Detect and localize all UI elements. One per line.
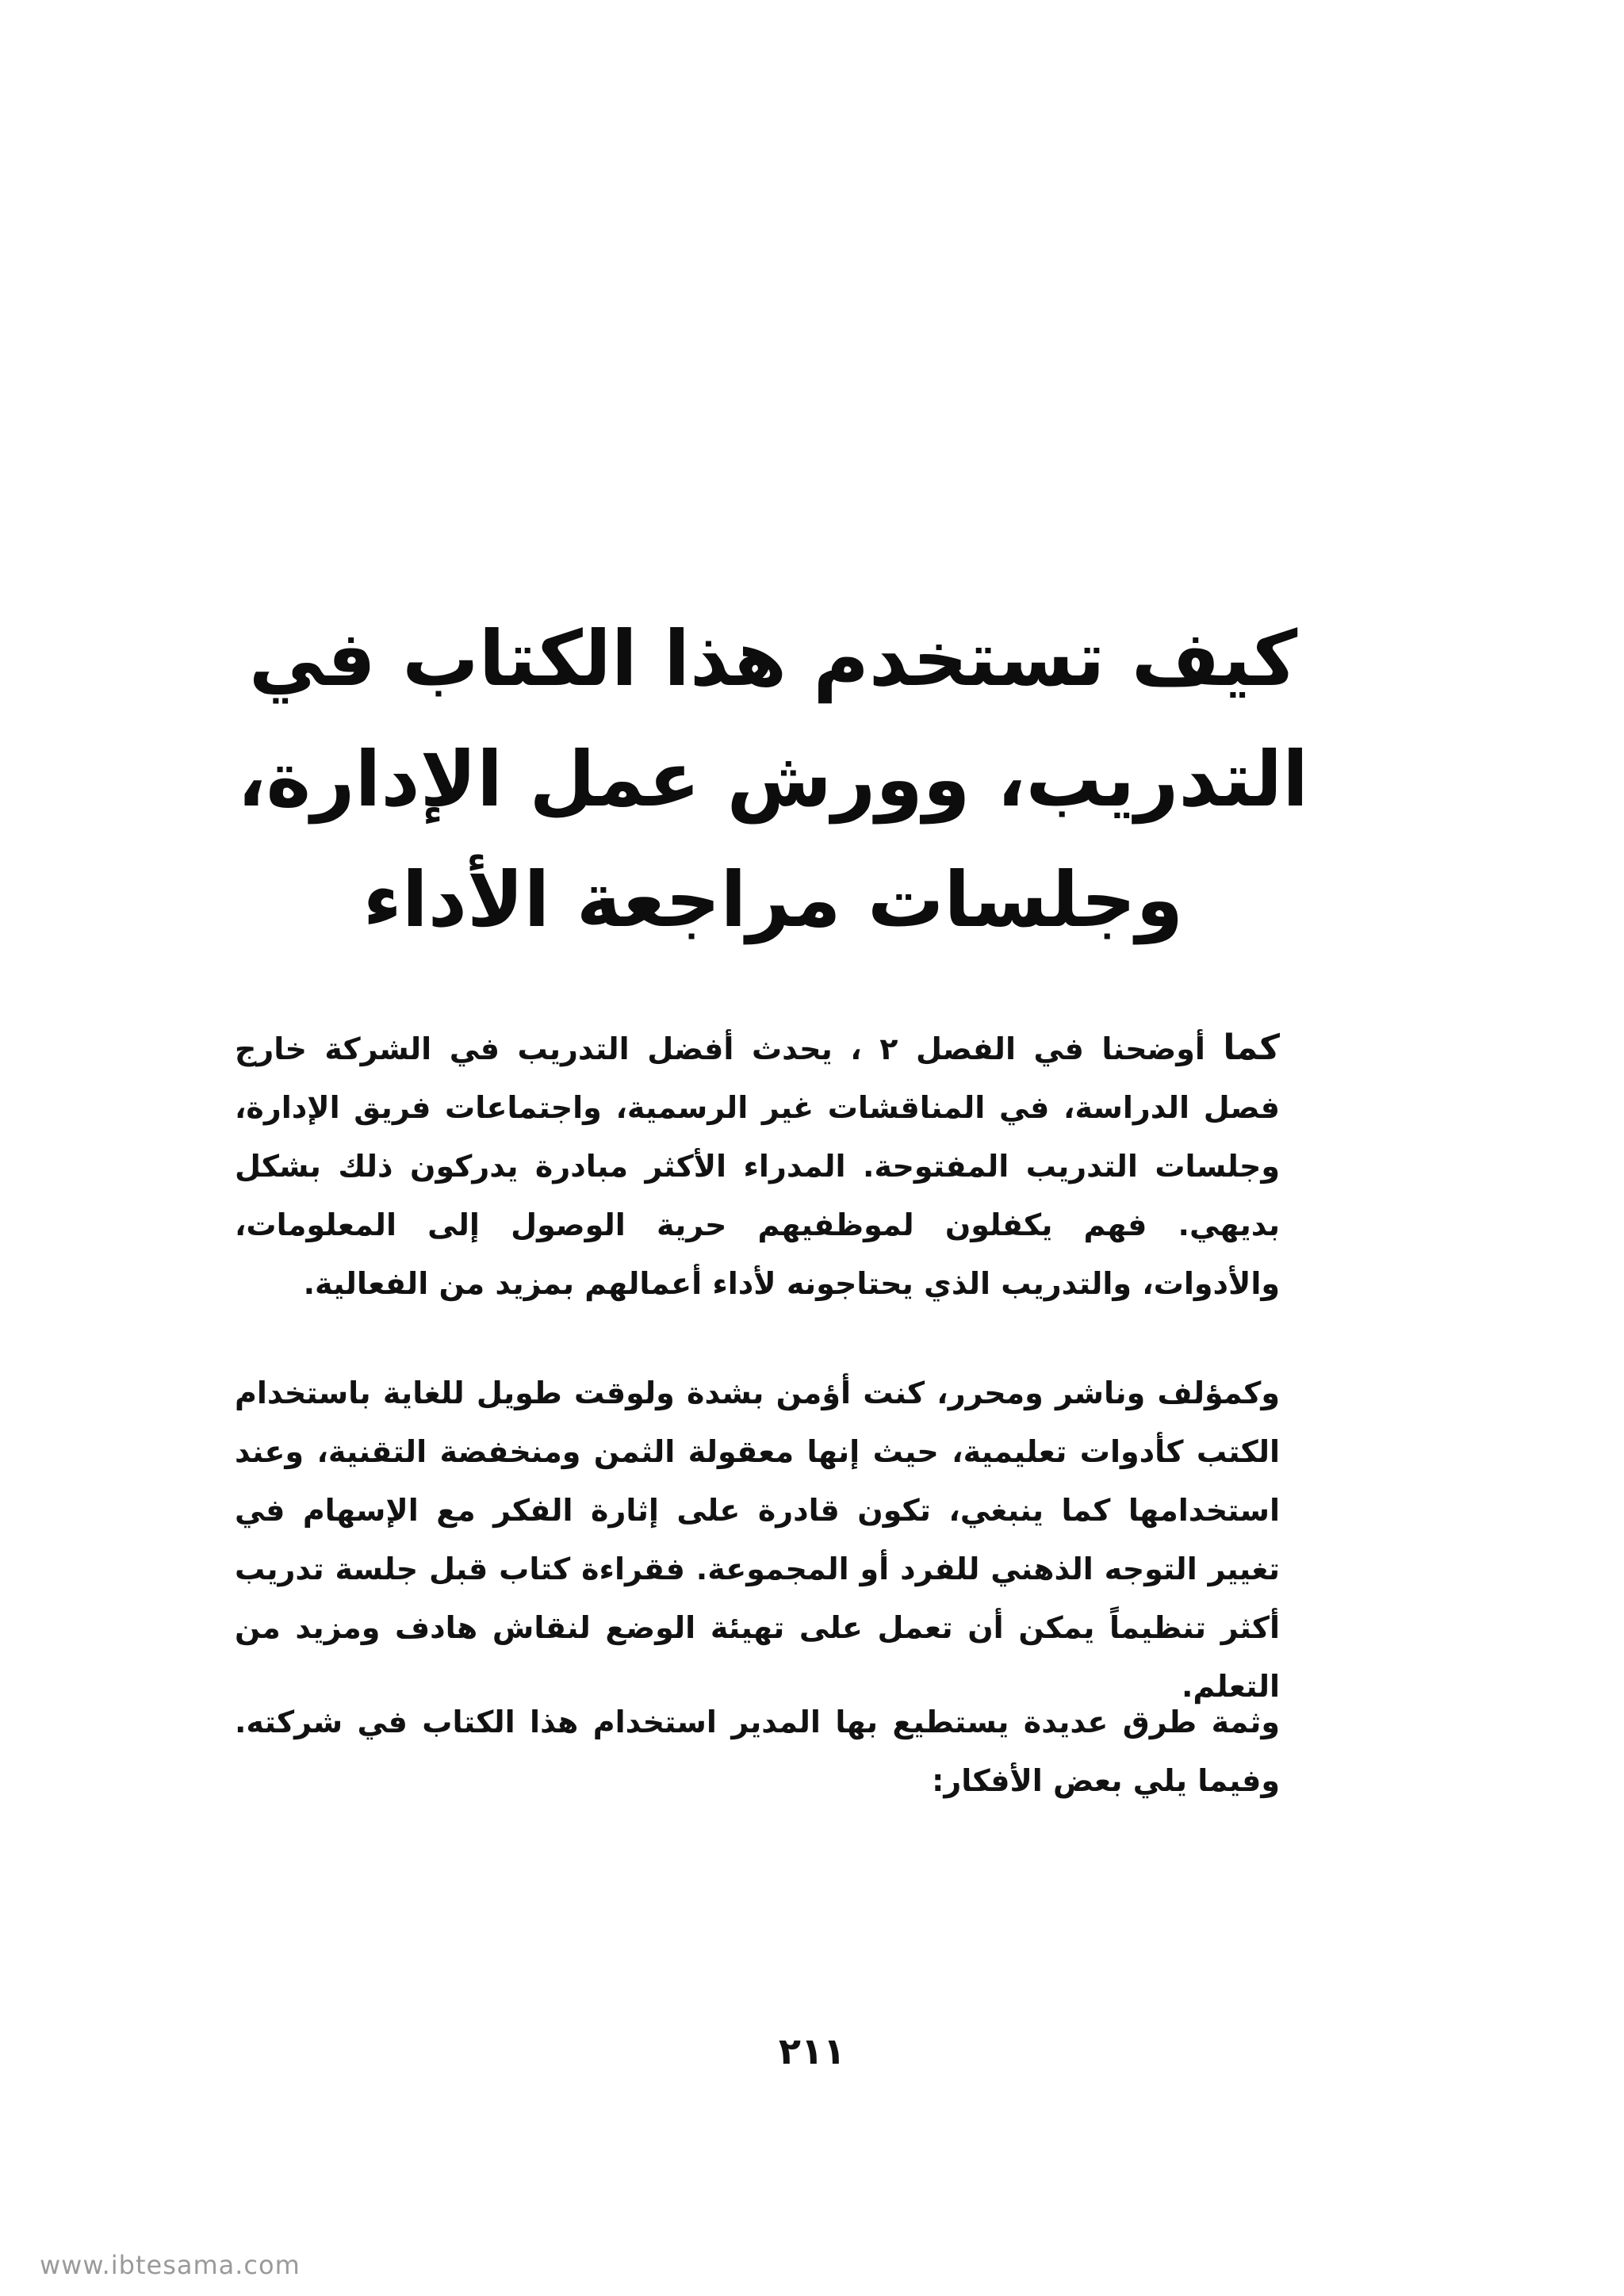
chapter-title-line-1: كيف تستخدم هذا الكتاب في xyxy=(248,614,1298,703)
page-number: ٢١١ xyxy=(778,2030,846,2072)
paragraph-1-lead-word: كما xyxy=(1223,1027,1280,1068)
paragraph-3: وثمة طرق عديدة يستطيع بها المدير استخدام هذا الكتاب في شركته. وفيما يلي بعض الأفكار: xyxy=(235,1705,1280,1798)
chapter-title-line-2: التدريب، وورش عمل الإدارة، xyxy=(237,735,1308,824)
chapter-title xyxy=(238,599,1308,960)
paragraph-2: وكمؤلف وناشر ومحرر، كنت أؤمن بشدة ولوقت طويل للغاية باستخدام الكتب كأدوات تعليمية، حيث إنها معقولة الثمن ومنخفضة التقنية، وعند استخدامها كما ينبغي، تكون قادرة على إثارة الفكر مع الإسهام في تغيير التوجه الذهني للفرد أو المجموعة. فقراءة كتاب قبل جلسة تدريب أكثر تنظيماً يمكن أن تعمل على تهيئة الوضع لنقاش هادف ومزيد من التعلم. xyxy=(235,1376,1280,1704)
paragraph-1 xyxy=(235,1019,1280,1313)
chapter-title-line-3: وجلسات مراجعة الأداء xyxy=(362,855,1184,944)
paragraph-1-text: أوضحنا في الفصل ٢ ، يحدث أفضل التدريب في الشركة خارج فصل الدراسة، في المناقشات غير الرسمية، واجتماعات فريق الإدارة، وجلسات التدريب المفتوحة. المدراء الأكثر مبادرة يدركون ذلك بشكل بديهي. فهم يكفلون لموظفيهم حرية الوصول إلى المعلومات، والأدوات، والتدريب الذي يحتاجونه لأداء أعمالهم بمزيد من الفعالية. xyxy=(235,1031,1280,1301)
watermark-url: www.ibtesama.com xyxy=(40,2250,301,2280)
